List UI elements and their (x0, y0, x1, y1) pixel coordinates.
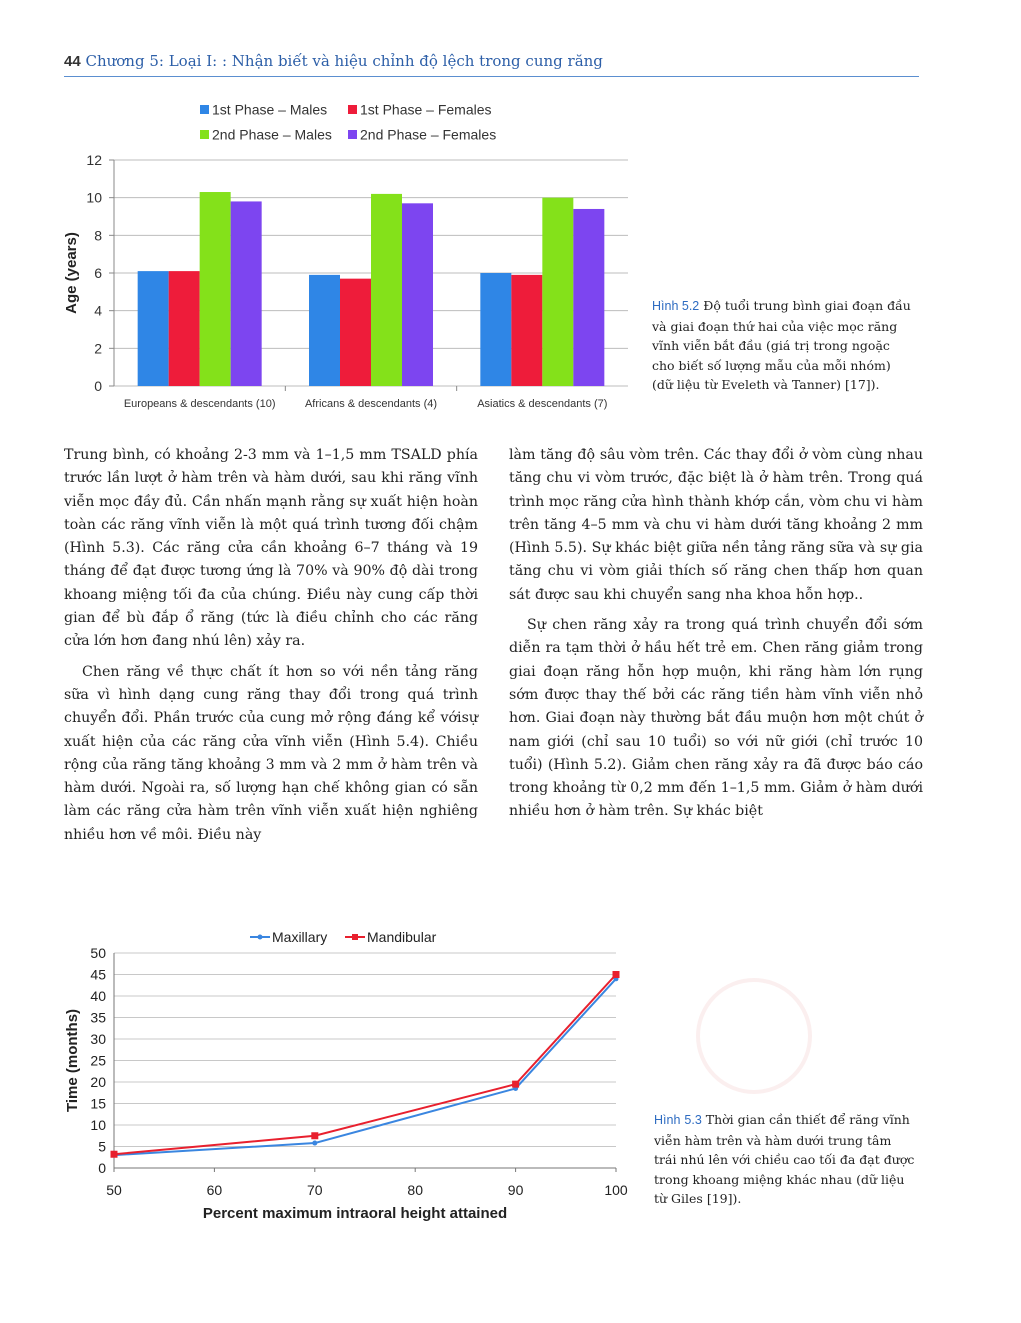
legend-label: 1st Phase – Males (212, 101, 328, 118)
x-tick-label: 60 (206, 1182, 223, 1198)
y-tick-label: 0 (94, 378, 102, 394)
page-header (64, 52, 919, 77)
chapter-label: Chương 5: (85, 52, 164, 70)
y-tick-label: 8 (94, 227, 102, 244)
bar-chart (60, 95, 640, 420)
bar (169, 271, 200, 386)
x-tick-label: Europeans & descendants (10) (123, 398, 276, 410)
legend-marker (352, 934, 358, 940)
y-tick-label: 30 (90, 1031, 106, 1047)
y-tick-label: 50 (90, 945, 106, 961)
body-paragraph: Sự chen răng xảy ra trong quá trình chuyển đổi sớm diễn ra tạm thời ở hầu hết trẻ em. Chen răng giảm trong giai đoạn răng hỗn hợp muộn, khi răng hàm lớn rụng sớm được thay thế bởi các răng tiền hàm vĩnh viễn nhỏ hơn. Giai đoạn này thường bắt đầu muộn hơn một chút ở nam giới (chỉ sau 10 tuổi) so với nữ giới (chỉ trước 10 tuổi) (Hình 5.2). Giảm chen răng xảy ra đã được báo cáo trong khoảng từ 0,2 mm đến 1–1,5 mm. Giảm ở hàm dưới nhiều hơn ở hàm trên. Sự khác biệt (509, 617, 923, 820)
bar (309, 275, 340, 386)
legend-marker (258, 935, 263, 940)
figure2-caption-number: 5.3 (684, 1113, 702, 1127)
legend-swatch (348, 130, 357, 139)
body-paragraph: làm tăng độ sâu vòm trên. Các thay đổi ở vòm cùng nhau tăng chu vi vòm trước, đặc biệt là ở hàm trên. Trong quá trình mọc răng cửa hình thành khớp cắn, vòm chu vi hàm trên tăng 4–5 mm và chu vi hàm dưới tăng khoảng 2 mm (Hình 5.5). Sự khác biệt giữa nền tảng răng sữa và sự gia tăng chu vi vòm giải thích số răng chen thấp hơn quan sát được sau khi chuyển sang nha khoa hỗn hợp.. (509, 447, 923, 603)
x-tick-label: 50 (106, 1182, 122, 1198)
y-tick-label: 4 (94, 302, 102, 319)
y-tick-label: 40 (90, 988, 106, 1004)
bar (231, 201, 262, 386)
bar (511, 275, 542, 386)
x-tick-label: 70 (307, 1182, 323, 1198)
figure2-caption (654, 1110, 916, 1209)
legend-label: 2nd Phase – Females (360, 126, 497, 143)
bar (340, 279, 371, 386)
data-point (111, 1151, 118, 1158)
y-tick-label: 5 (98, 1138, 106, 1155)
x-tick-label: 100 (604, 1182, 628, 1198)
bar (200, 192, 231, 386)
body-column-right (509, 444, 923, 831)
bar (542, 198, 573, 386)
bar (573, 209, 604, 386)
line-chart (60, 922, 640, 1227)
data-point (311, 1132, 318, 1139)
y-tick-label: 35 (90, 1009, 106, 1026)
body-paragraph: Trung bình, có khoảng 2-3 mm và 1–1,5 mm TSALD phía trước lần lượt ở hàm trên và hàm dưới, sau khi răng vĩnh viễn mọc đầy đủ. Cần nhấn mạnh rằng sự xuất hiện hoàn toàn các răng vĩnh viễn là một quá trình tương đối chậm (Hình 5.3). Các răng cửa cần khoảng 6–7 tháng và 19 tháng để đạt được tương ứng là 70% và 90% độ dài trong khoang miệng tối đa của chúng. Điều này cung cấp thời gian để bù đắp ổ răng (tức là điều chỉnh cho các răng cửa lớn hơn đang nhú lên) xảy ra. (64, 447, 478, 650)
legend-label: 1st Phase – Females (360, 101, 492, 118)
bar (480, 273, 511, 386)
x-tick-label: 90 (507, 1182, 524, 1198)
bar (402, 203, 433, 386)
legend-swatch (200, 130, 209, 139)
body-paragraph: Chen răng về thực chất ít hơn so với nền tảng răng sữa vì hình dạng cung răng thay đổi trong quá trình chuyển đổi. Phần trước của cung mở rộng đáng kể vớisự xuất hiện của các răng cửa vĩnh viễn (Hình 5.4). Chiều rộng của răng tăng khoảng 3 mm và 2 mm ở hàm trên và hàm dưới. Ngoài ra, số lượng hạn chế không gian có sẵn làm các răng cửa hàm trên vĩnh viễn xuất hiện nghiêng nhiều hơn về môi. Điều này (64, 663, 478, 843)
figure1-caption-text: Độ tuổi trung bình giai đoạn đầu và giai đoạn thứ hai của việc mọc răng vĩnh viễn bắt đầu (giá trị trong ngoặc cho biết số lượng mẫu của mỗi nhóm) (dữ liệu từ Eveleth và Tanner) [17]). (652, 298, 911, 392)
legend-label: Mandibular (367, 929, 437, 945)
y-tick-label: 25 (90, 1052, 106, 1069)
bar (371, 194, 402, 386)
y-tick-label: 45 (90, 966, 106, 983)
legend-label: 2nd Phase – Males (212, 126, 332, 143)
x-axis-label: Percent maximum intraoral height attained (202, 1205, 508, 1222)
y-axis-label: Time (months) (64, 1008, 81, 1113)
series-line (114, 975, 616, 1155)
y-tick-label: 0 (98, 1160, 106, 1176)
series-line (114, 979, 616, 1155)
y-tick-label: 2 (94, 340, 102, 357)
figure1-caption (652, 296, 914, 395)
y-tick-label: 10 (90, 1117, 106, 1133)
data-point (312, 1141, 317, 1146)
watermark-stamp (696, 978, 812, 1094)
data-point (613, 971, 620, 978)
legend-swatch (200, 105, 209, 114)
page-number: 44 (64, 53, 81, 70)
x-tick-label: 80 (407, 1182, 423, 1198)
chapter-title: Loại I: : Nhận biết và hiệu chỉnh độ lệch trong cung răng (168, 52, 603, 70)
y-tick-label: 6 (94, 265, 102, 281)
figure2-caption-text: Thời gian cần thiết để răng vĩnh viễn hàm trên và hàm dưới trung tâm trái nhú lên với chiều cao tối đa đạt được trong khoang miệng khác nhau (dữ liệu từ Giles [19]). (654, 1112, 915, 1206)
legend-label: Maxillary (272, 929, 328, 945)
body-column-left (64, 444, 478, 854)
bar (138, 271, 169, 386)
x-tick-label: Africans & descendants (4) (304, 398, 438, 410)
data-point (512, 1081, 519, 1088)
y-axis-label: Age (years) (63, 232, 80, 314)
figure2-caption-label: Hình (654, 1113, 681, 1127)
x-tick-label: Asiatics & descendants (7) (477, 398, 608, 410)
y-tick-label: 20 (90, 1074, 106, 1090)
y-tick-label: 10 (86, 189, 102, 206)
legend-swatch (348, 105, 357, 114)
y-tick-label: 15 (90, 1095, 106, 1112)
y-tick-label: 12 (86, 152, 102, 168)
figure1-caption-label: Hình 5.2 (652, 299, 700, 313)
